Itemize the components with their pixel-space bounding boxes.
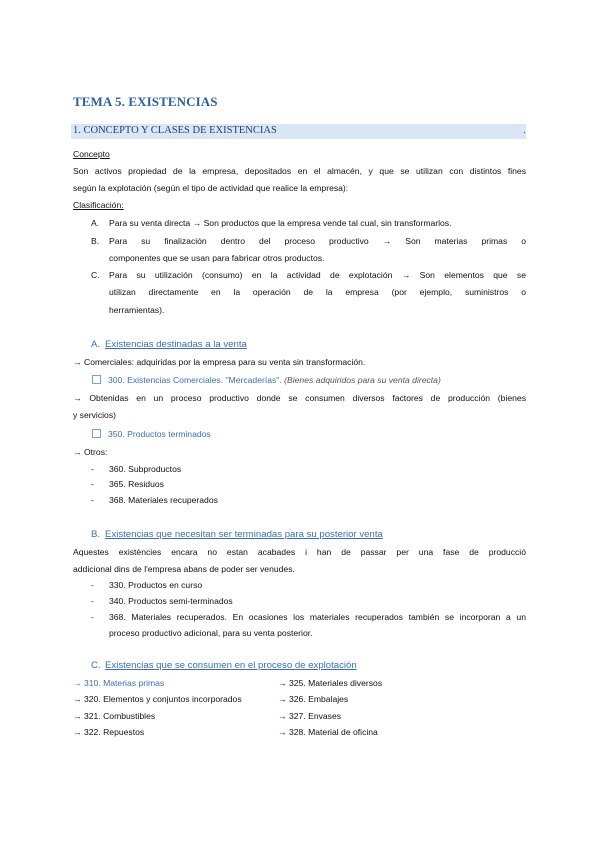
section-b-item-dash: - [91,580,94,590]
section-b-item: 330. Productos en curso [109,580,203,590]
clasificacion-b-line-1: Para su finalización dentro del proceso productivo → Son materias primas o [109,236,526,246]
section-b-mark: B. [91,529,101,540]
clasificacion-label: Clasificación: [73,200,124,210]
section-b-line-2: addicional dins de l'empresa abans de poder ser venudes. [73,564,295,574]
checkbox-icon [92,429,101,438]
clasificacion-a-text: Para su venta directa → Son productos que la empresa vende tal cual, sin transformarlos. [109,218,452,228]
section-c-heading [91,660,357,671]
section-c-label: Existencias que se consumen en el proceso de explotación [105,660,357,671]
comerciales-line: → Comerciales: adquiridas por la empresa para su venta sin transformación. [73,357,366,367]
clasificacion-b-line-2: componentes que se usan para fabricar otros productos. [109,253,325,263]
otros-item-dash: - [91,464,94,474]
otros-item-dash: - [91,495,94,505]
section-a-mark: A. [91,339,101,350]
clasificacion-c-line-2: utilizan directamente en la operación de la empresa (por ejemplo, suministros o [109,287,526,297]
section-c-left-item: → 310. Materias primas [73,678,165,688]
otros-item: 368. Materiales recuperados [109,495,218,505]
section-c-right-item: → 327. Envases [278,711,342,721]
section-c-left-item: → 320. Elementos y conjuntos incorporados [73,694,242,704]
section-b-item-dash: - [91,612,94,622]
obtenidas-line-1: → Obtenidas en un proceso productivo donde se consumen diversos factores de producción (bienes [73,393,526,403]
concepto-line-1: Son activos propiedad de la empresa, depositados en el almacén, y que se utilizan con distintos fines [73,166,526,176]
section-c-left-item: → 322. Repuestos [73,727,145,737]
section-c-right-item: → 325. Materiales diversos [278,678,383,688]
section-b-line-1: Aquestes existències encara no estan acabades i han de passar per una fase de producció [73,547,526,557]
concepto-label: Concepto [73,149,110,159]
section-b-item-368-line-1: 368. Materiales recuperados. En ocasiones los materiales recuperados también se incorporan a un [109,612,526,622]
item-350-text: 350. Productos terminados [108,429,211,439]
section-heading-bar [71,124,526,139]
item-300 [92,375,441,385]
section-c-right-item: → 326. Embalajes [278,694,349,704]
section-heading-dot: . [523,125,526,136]
section-b-heading [91,529,383,540]
concepto-line-2: según la explotación (según el tipo de actividad que realice la empresa): [73,183,349,193]
section-a-label: Existencias destinadas a la venta [105,339,247,350]
checkbox-icon [92,375,101,384]
item-300-text: 300. Existencias Comerciales. "Mercaderías". [108,375,282,385]
section-b-item: 340. Productos semi-terminados [109,596,233,606]
otros-item-dash: - [91,479,94,489]
clasificacion-c-line-1: Para su utilización (consumo) en la actividad de explotación → Son elementos que se [109,270,526,280]
item-300-note: (Bienes adquiridos para su venta directa) [284,375,441,385]
section-b-item-dash: - [91,596,94,606]
otros-line: → Otros: [73,447,108,457]
otros-item: 360. Subproductos [109,464,182,474]
section-c-right-item: → 328. Material de oficina [278,727,378,737]
clasificacion-b-mark: B. [91,236,100,246]
clasificacion-c-line-3: herramientas). [109,305,165,315]
section-heading: 1. CONCEPTO Y CLASES DE EXISTENCIAS [73,125,277,136]
obtenidas-line-2: y servicios) [73,410,116,420]
section-c-left-item: → 321. Combustibles [73,711,156,721]
item-350 [92,429,211,439]
section-a-heading [91,339,247,350]
page-title: TEMA 5. EXISTENCIAS [73,94,218,109]
otros-item: 365. Residuos [109,479,164,489]
section-c-mark: C. [91,660,101,671]
section-b-item-368-line-2: proceso productivo adicional, para su venta posterior. [109,628,313,638]
section-b-label: Existencias que necesitan ser terminadas para su posterior venta [105,529,383,540]
clasificacion-c-mark: C. [91,270,100,280]
clasificacion-a-mark: A. [91,218,100,228]
